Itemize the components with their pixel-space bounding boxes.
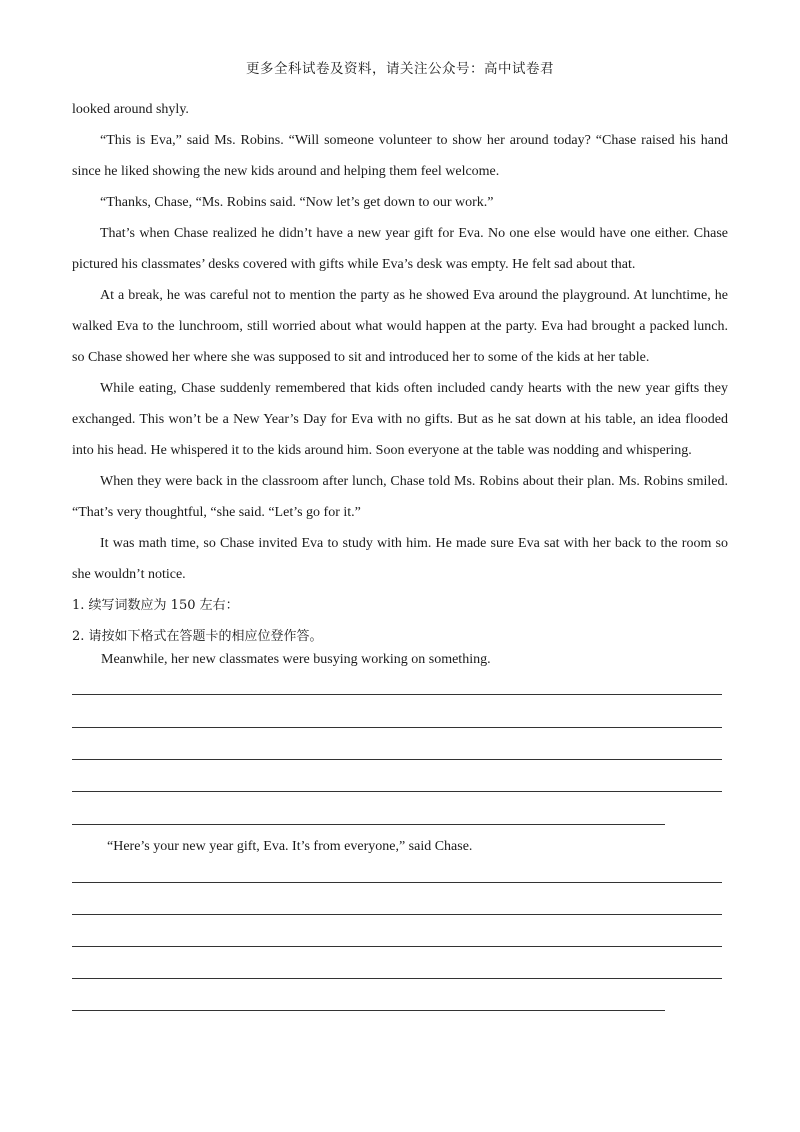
answer-line[interactable] bbox=[72, 978, 722, 979]
answer-line[interactable] bbox=[72, 759, 722, 760]
story-paragraph: At a break, he was careful not to mention the party as he showed Eva around the playground. At lunchtime, he walked Eva to the lunchroom, still worried about what would happen at the party. Eva had brought a packed lunch. so Chase showed her where she was supposed to sit and introduced her to some of the kids at her table. bbox=[72, 288, 728, 365]
answer-line[interactable] bbox=[72, 882, 722, 883]
instruction-item: 1. 续写词数应为 150 左右： bbox=[72, 598, 239, 613]
story-paragraph: When they were back in the classroom after lunch, Chase told Ms. Robins about their plan. Ms. Robins smiled. “That’s very thoughtful, “she said. “Let’s go for it.” bbox=[72, 474, 728, 520]
answer-line[interactable] bbox=[72, 1010, 665, 1011]
second-prompt: “Here’s your new year gift, Eva. It’s from everyone,” said Chase. bbox=[107, 839, 473, 854]
answer-line[interactable] bbox=[72, 914, 722, 915]
story-text bbox=[72, 94, 728, 652]
story-paragraph: “Thanks, Chase, “Ms. Robins said. “Now let’s get down to our work.” bbox=[100, 195, 494, 210]
story-paragraph: “This is Eva,” said Ms. Robins. “Will someone volunteer to show her around today? “Chase raised his hand since he liked showing the new kids around and helping them feel welcome. bbox=[72, 133, 728, 179]
instruction-item: 2. 请按如下格式在答题卡的相应位登作答。 bbox=[72, 629, 323, 644]
answer-line[interactable] bbox=[72, 727, 722, 728]
first-prompt: Meanwhile, her new classmates were busying working on something. bbox=[101, 652, 491, 667]
story-paragraph: While eating, Chase suddenly remembered that kids often included candy hearts with the new year gifts they exchanged. This won’t be a New Year’s Day for Eva with no gifts. But as he sat down at his table, an idea flooded into his head. He whispered it to the kids around him. Soon everyone at the table was nodding and whispering. bbox=[72, 381, 728, 458]
answer-line[interactable] bbox=[72, 791, 722, 792]
answer-line[interactable] bbox=[72, 824, 665, 825]
answer-line[interactable] bbox=[72, 694, 722, 695]
story-paragraph: It was math time, so Chase invited Eva to study with him. He made sure Eva sat with her back to the room so she wouldn’t notice. bbox=[72, 536, 728, 582]
answer-line[interactable] bbox=[72, 946, 722, 947]
page-header: 更多全科试卷及资料，请关注公众号：高中试卷君 bbox=[246, 61, 554, 76]
story-paragraph: looked around shyly. bbox=[72, 102, 189, 117]
story-paragraph: That’s when Chase realized he didn’t have a new year gift for Eva. No one else would have one either. Chase pictured his classmates’ desks covered with gifts while Eva’s desk was empty. He felt sad about that. bbox=[72, 226, 728, 272]
